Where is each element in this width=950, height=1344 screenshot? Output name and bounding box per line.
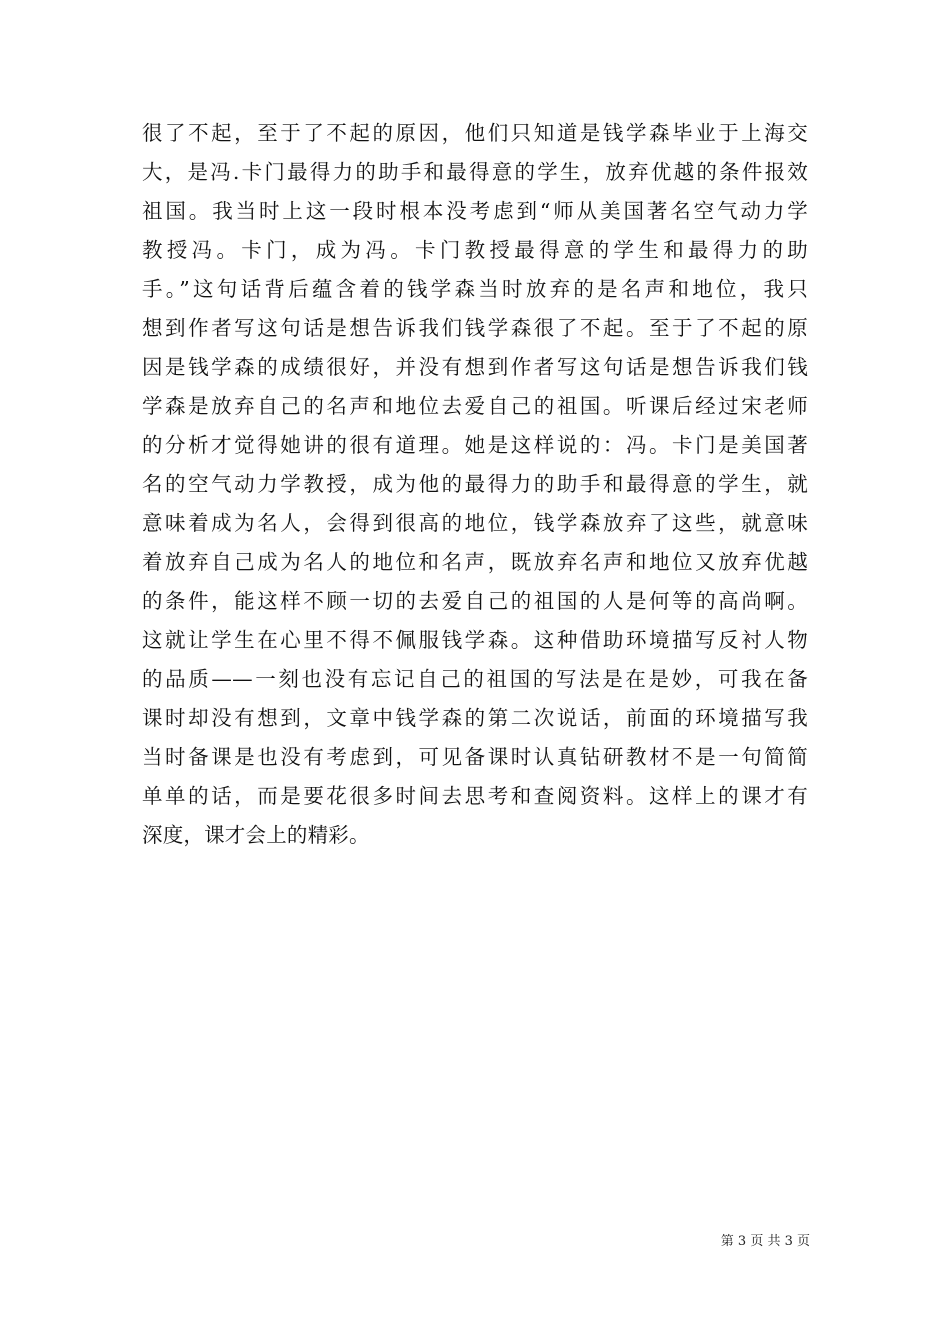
text-line: 教授冯。卡门，成为冯。卡门教授最得意的学生和最得力的助 <box>142 238 808 262</box>
page-number-footer: 第 3 页 共 3 页 <box>720 1234 810 1249</box>
text-line: 的条件，能这样不顾一切的去爱自己的祖国的人是何等的高尚啊。 <box>142 589 808 613</box>
text-line: 因是钱学森的成绩很好，并没有想到作者写这句话是想告诉我们钱 <box>142 355 808 379</box>
text-line: 单单的话，而是要花很多时间去思考和查阅资料。这样上的课才有 <box>142 784 808 808</box>
text-line: 意味着成为名人，会得到很高的地位，钱学森放弃了这些，就意味 <box>142 511 808 535</box>
text-line: 课时却没有想到，文章中钱学森的第二次说话，前面的环境描写我 <box>142 706 808 730</box>
text-line: 很了不起，至于了不起的原因，他们只知道是钱学森毕业于上海交 <box>142 121 808 145</box>
text-line: 着放弃自己成为名人的地位和名声，既放弃名声和地位又放弃优越 <box>142 550 808 574</box>
body-paragraph <box>142 114 808 855</box>
text-line: 的品质——一刻也没有忘记自己的祖国的写法是在是妙，可我在备 <box>142 667 808 691</box>
text-line: 祖国。我当时上这一段时根本没考虑到“师从美国著名空气动力学 <box>142 199 808 223</box>
text-line: 当时备课是也没有考虑到，可见备课时认真钻研教材不是一句简简 <box>142 745 808 769</box>
text-line: 手。”这句话背后蕴含着的钱学森当时放弃的是名声和地位，我只 <box>142 277 808 301</box>
text-line: 这就让学生在心里不得不佩服钱学森。这种借助环境描写反衬人物 <box>142 628 808 652</box>
text-line: 名的空气动力学教授，成为他的最得力的助手和最得意的学生，就 <box>142 472 808 496</box>
text-line: 深度，课才会上的精彩。 <box>142 823 370 847</box>
text-line: 学森是放弃自己的名声和地位去爱自己的祖国。听课后经过宋老师 <box>142 394 808 418</box>
text-line: 的分析才觉得她讲的很有道理。她是这样说的：冯。卡门是美国著 <box>142 433 808 457</box>
text-line: 大，是冯.卡门最得力的助手和最得意的学生，放弃优越的条件报效 <box>142 160 808 184</box>
text-line: 想到作者写这句话是想告诉我们钱学森很了不起。至于了不起的原 <box>142 316 808 340</box>
